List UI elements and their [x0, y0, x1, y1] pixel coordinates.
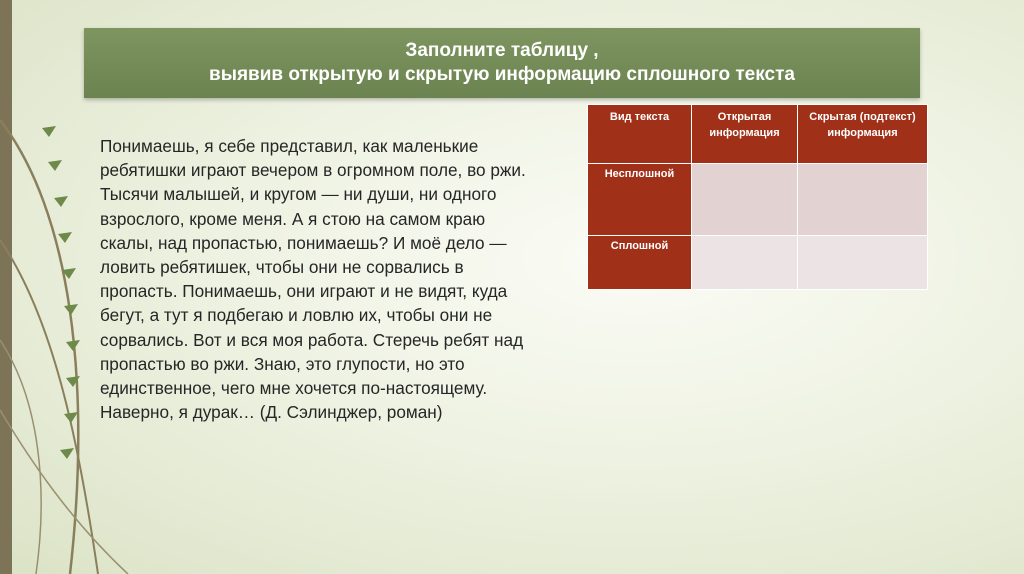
- table-row: [588, 164, 928, 236]
- cell-noncontinuous-hidden[interactable]: [798, 164, 928, 236]
- row-label-noncontinuous: Несплошной: [588, 164, 692, 236]
- cell-continuous-open[interactable]: [692, 236, 798, 290]
- title-line-2: выявив открытую и скрытую информацию сплошного текста: [209, 64, 795, 85]
- header-open-info: Открытая информация: [692, 105, 798, 164]
- header-hidden-info: Скрытая (подтекст) информация: [798, 105, 928, 164]
- row-label-continuous: Сплошной: [588, 236, 692, 290]
- title-line-1: Заполните таблицу ,: [405, 40, 599, 61]
- cell-noncontinuous-open[interactable]: [692, 164, 798, 236]
- table-row: [588, 236, 928, 290]
- quote-text: Понимаешь, я себе представил, как маленькие ребятишки играют вечером в огромном поле, во ржи. Тысячи малышей, и кругом — ни души, ни одного взрослого, кроме меня. А я стою на самом краю скалы, над пропастью, понимаешь? И моё дело — ловить ребятишек, чтобы они не сорвались в пропасть. Понимаешь, они играют и не видят, куда бегут, а тут я подбегаю и ловлю их, чтобы они не сорвались. Вот и вся моя работа. Стеречь ребят над пропастью во ржи. Знаю, это глупости, но это единственное, чего мне хочется по-настоящему. Наверно, я дурак… (Д. Сэлинджер, роман): [100, 136, 526, 423]
- header-text-type: Вид текста: [588, 105, 692, 164]
- info-table: [587, 104, 928, 290]
- title-banner: [84, 28, 920, 98]
- cell-continuous-hidden[interactable]: [798, 236, 928, 290]
- table-header-row: [588, 105, 928, 164]
